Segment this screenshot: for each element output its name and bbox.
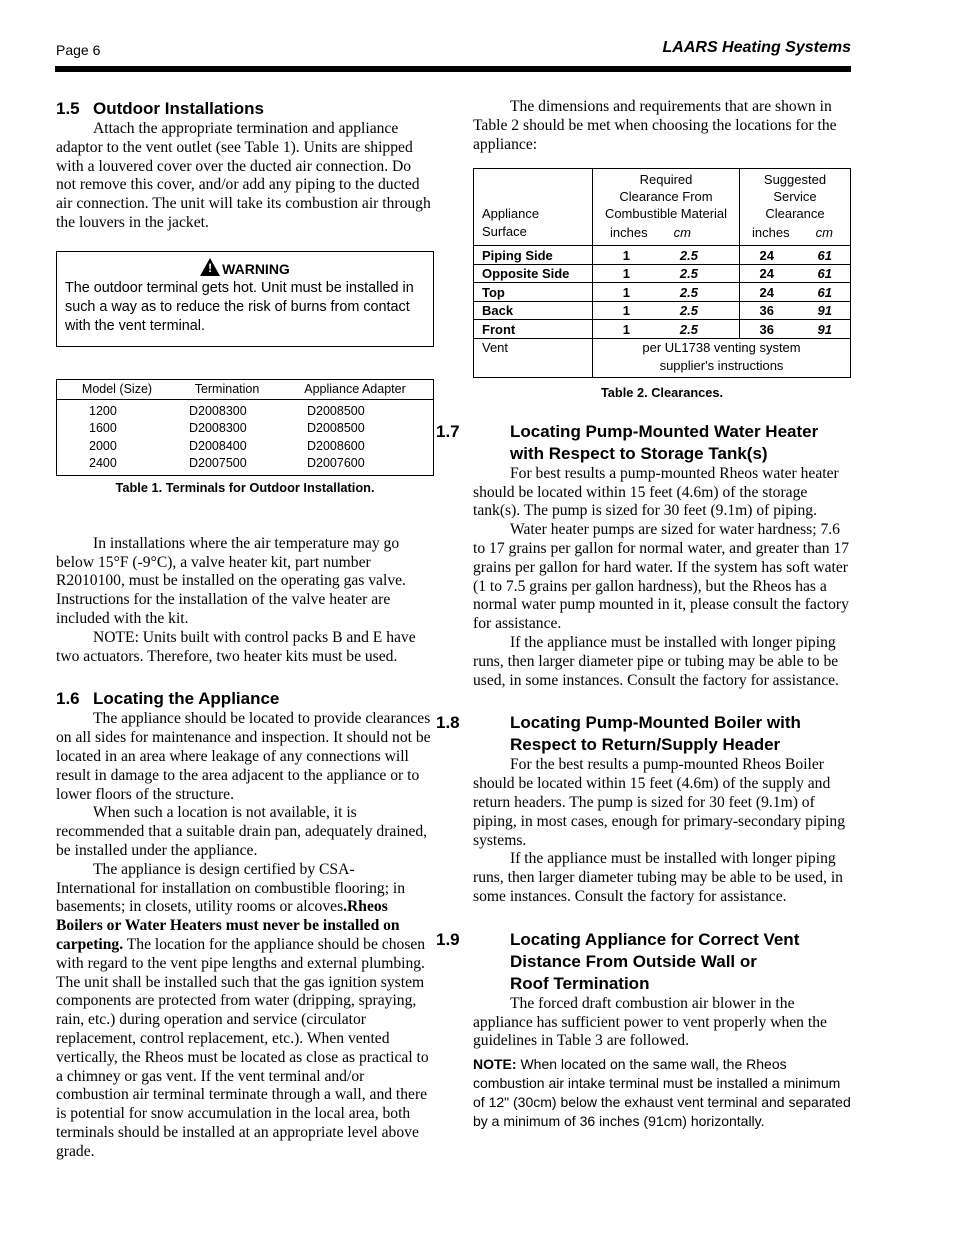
section-1-6-paragraph-2: When such a location is not available, it is recommended that a suitable drain pan, adequately drained, be installed under the appliance. <box>56 804 428 859</box>
table2-header-suggested: Suggested <box>763 172 827 188</box>
table-cell: 2000 <box>89 438 117 453</box>
table-row: Top 1 2.5 24 61 <box>474 283 851 302</box>
table-row: Opposite Side 1 2.5 24 61 <box>474 264 851 283</box>
right-column <box>436 98 851 1131</box>
section-1-6-heading: 1.6 Locating the Appliance <box>56 689 280 709</box>
table-terminals <box>56 379 434 476</box>
table-cell: D2008600 <box>307 438 365 453</box>
section-1-7-paragraph-1: For best results a pump-mounted Rheos water heater should be located within 15 feet (4.6m) of the storage tank(s). The pump is sized for 30 feet (9.1m) of piping. <box>473 464 839 520</box>
table-cell: D2008400 <box>189 438 247 453</box>
warning-label: WARNING <box>222 260 290 277</box>
section-1-9-heading: 1.9 Locating Appliance for Correct Vent Distance From Outside Wall or Roof Termination <box>436 929 800 993</box>
table2-caption: Table 2. Clearances. <box>600 384 724 400</box>
section-1-8-paragraph-2: If the appliance must be installed with longer piping runs, then larger diameter tubing may be able to be used, in some instances. Consult the factory for assistance. <box>473 850 843 906</box>
table-cell: 1200 <box>89 403 117 418</box>
table-clearances: Appliance Surface Required Clearance From Combustible Material inches cm Suggested Service Clearance inches cm Piping Side 1 2.5 24 61 Opposite Side 1 2.5 24 61 Top 1 2.5 24 61 Back 1 2.5 36 91 Front 1 2.5 36 91 Vent per UL1738 venting system supplier's instructions <box>473 168 851 378</box>
table2-header-required: Required <box>639 172 693 188</box>
section-1-6-paragraph-3: The appliance is design certified by CSA-International for installation on combustible flooring; in basements; in closets, utility rooms or alcoves.Rheos Boilers or Water Heaters must never be installed on carpeting. The location for the appliance should be chosen with regard to the vent pipe lengths and external plumbing. The unit shall be installed such that the gas ignition system components are protected from water (dripping, spraying, rain, etc.) during operation and service (circulator replacement, control replacement, etc.). When vented vertically, the Rheos must be located as close as practical to a chimney or gas vent. If the vent terminal and/or combustion air terminal terminate through a wall, and there is potential for snow accumulation in the local area, both terminals should be installed at an appropriate level above grade. <box>56 860 429 1160</box>
section-1-5-paragraph: Attach the appropriate termination and appliance adaptor to the vent outlet (see Table 1). Units are shipped with a louvered cover over the ducted air connection. Do not remove this cover, and/or add any piping to the ducted air connection. The unit will take its combustion air through the louvers in the jacket. <box>56 120 431 231</box>
table-cell: 2400 <box>89 456 117 471</box>
table2-header-surface: Surface <box>482 224 527 240</box>
table-cell: D2008500 <box>307 403 365 418</box>
table-cell: D2007600 <box>307 456 365 471</box>
warning-box <box>56 251 434 347</box>
valve-heater-paragraph: In installations where the air temperature may go below 15°F (-9°C), a valve heater kit, part number R2010100, must be installed on the operating gas valve. Instructions for the installation of the valve heater are included with the kit. <box>56 534 406 627</box>
section-1-9-note: NOTE: When located on the same wall, the Rheos combustion air intake terminal must be installed a minimum of 12" (30cm) below the exhaust vent terminal and separated by a minimum of 36 inches (91cm) horizontally. <box>473 1056 851 1130</box>
left-column <box>56 98 434 1161</box>
header-rule <box>55 66 851 72</box>
warning-text: The outdoor terminal gets hot. Unit must be installed in such a way as to reduce the risk of burns from contact with the vent terminal. <box>65 279 414 334</box>
table-cell: 1600 <box>89 421 117 436</box>
table-row: Back 1 2.5 36 91 <box>474 301 851 320</box>
section-1-8-paragraph-1: For the best results a pump-mounted Rheos Boiler should be located within 15 feet (4.6m) of the supply and return headers. The pump is sized for 30 feet (9.1m) of piping, in most cases, enough for primary-secondary piping systems. <box>473 756 846 849</box>
table1-header-adapter: Appliance Adapter <box>277 379 434 399</box>
table2-header-appliance: Appliance <box>482 206 540 222</box>
section-1-6-paragraph-1: The appliance should be located to provide clearances on all sides for maintenance and inspection. It should not be located in an area where leakage of any connections will result in damage to the area adjacent to the appliance or to lower floors of the structure. <box>56 710 431 803</box>
table1-caption: Table 1. Terminals for Outdoor Installation. <box>115 479 375 495</box>
note-paragraph: NOTE: Units built with control packs B and E have two actuators. Therefore, two heater kits must be used. <box>56 628 416 665</box>
table1-header-termination: Termination <box>177 379 277 399</box>
brand-header: LAARS Heating Systems <box>662 39 851 56</box>
table-row: Piping Side 1 2.5 24 61 <box>474 246 851 265</box>
section-1-7-paragraph-2: Water heater pumps are sized for water hardness; 7.6 to 17 grains per gallon for normal water, and greater than 17 grains per gallon for hard water. If the system has soft water (1 to 7.5 grains per gallon hardness), but the Rheos has a normal water pump mounted in it, please consult the factory for assistance. <box>473 521 850 633</box>
section-1-5-heading: 1.5 Outdoor Installations <box>56 99 264 118</box>
table-cell: D2008300 <box>189 421 247 436</box>
table2-intro: The dimensions and requirements that are shown in Table 2 should be met when choosing the locations for the appliance: <box>473 98 837 153</box>
section-1-7-paragraph-3: If the appliance must be installed with longer piping runs, then larger diameter pipe or tubing may be able to be used, in some instances. Consult the factory for assistance. <box>473 634 839 689</box>
table1-header-model: Model (Size) <box>57 379 178 399</box>
table-cell: D2008300 <box>189 403 247 418</box>
warning-icon: ! <box>200 258 220 276</box>
section-1-9-paragraph: The forced draft combustion air blower in the appliance has sufficient power to vent properly when the guidelines in Table 3 are followed. <box>473 994 827 1050</box>
section-1-8-heading: 1.8 Locating Pump-Mounted Boiler with Respect to Return/Supply Header <box>436 713 801 755</box>
table-row: Vent per UL1738 venting system supplier's instructions <box>474 338 851 377</box>
table-cell: D2007500 <box>189 456 247 471</box>
table-row: Front 1 2.5 36 91 <box>474 320 851 339</box>
table-cell: D2008500 <box>307 421 365 436</box>
page-number: Page 6 <box>56 42 101 58</box>
section-1-7-heading: 1.7 Locating Pump-Mounted Water Heater with Respect to Storage Tank(s) <box>436 421 819 463</box>
